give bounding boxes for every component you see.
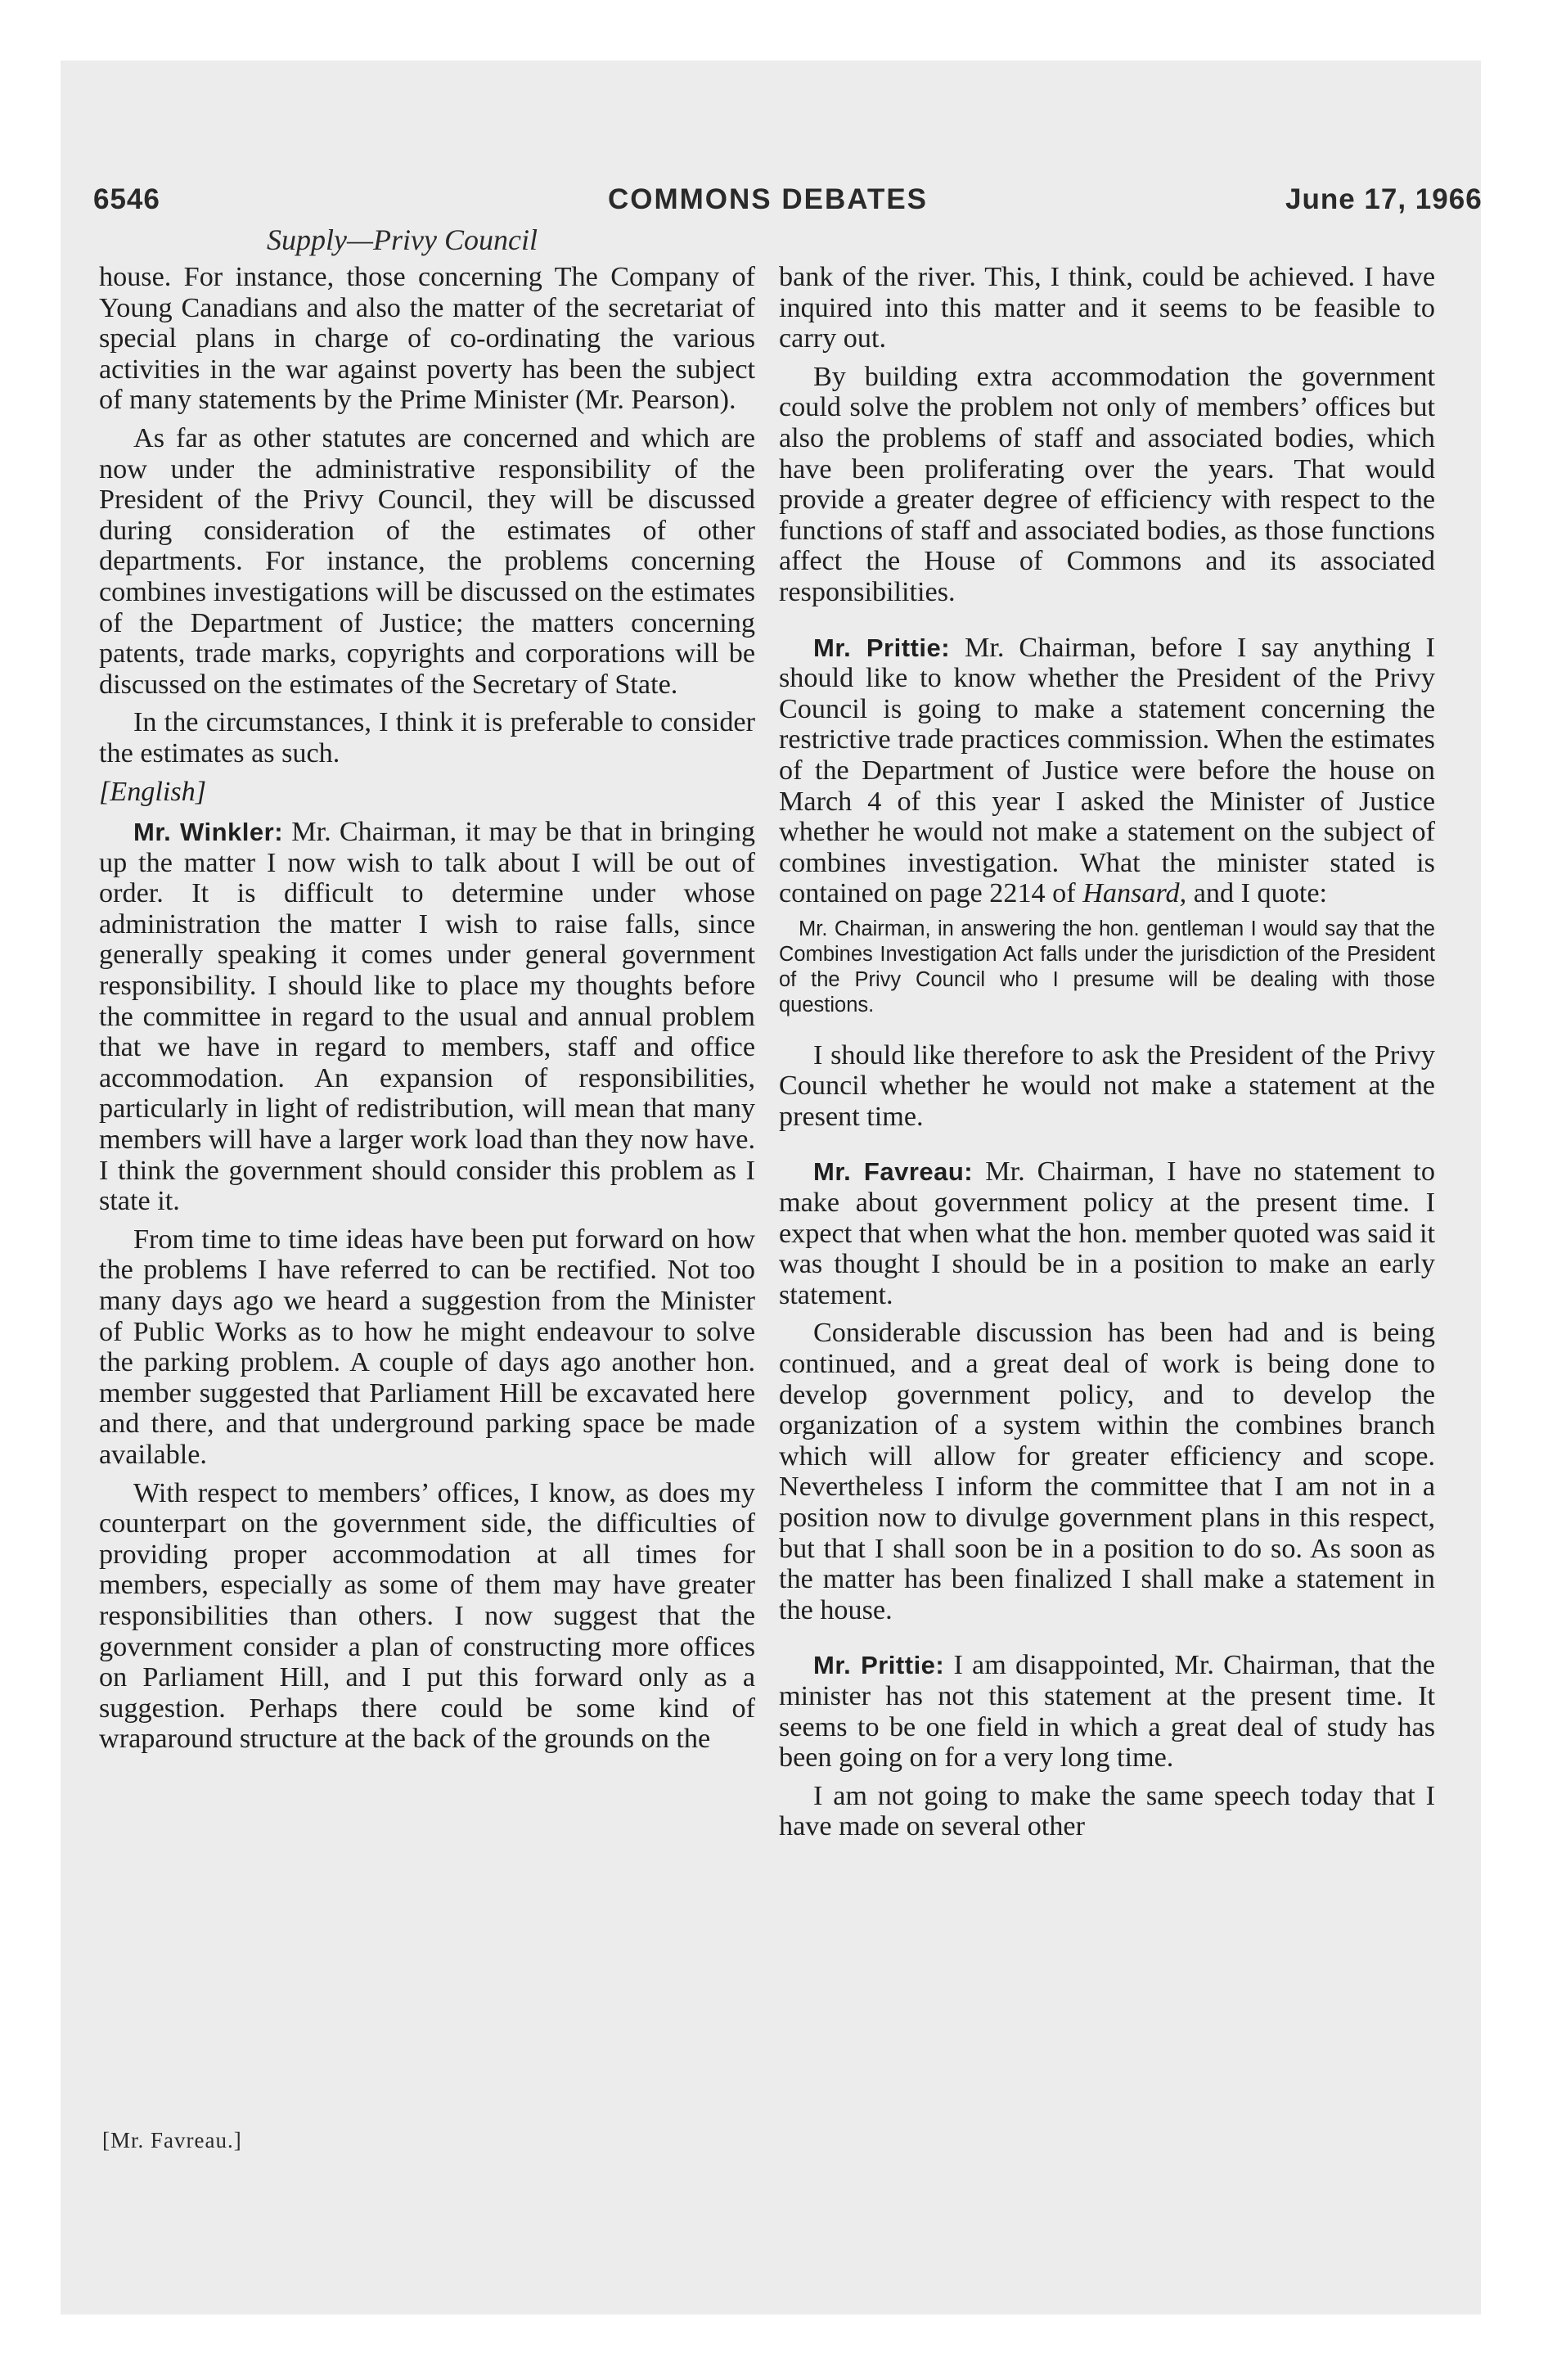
speech-text: Mr. Chairman, it may be that in bringing up the matter I now wish to talk about I will be out of order. It is difficult to determine under whose administration the matter I wish to raise falls, since generally speaking it comes under general government responsibility. I should like to place my thoughts before the committee in regard to the usual and annual problem that we have in regard to members, staff and office accommodation. An expansion of responsibilities, particularly in light of redistribution, will mean that many members will have a larger work load than they now have. I think the government should consider this problem as I state it. (99, 817, 756, 1217)
paragraph: With respect to members’ offices, I know, as does my counterpart on the government side, the difficulties of providing proper accommodation at all times for members, especially as some of them may have greater responsibilities than others. I now suggest that the government consider a plan of constructing more offices on Parliament Hill, and I put this forward only as a suggestion. Perhaps there could be some kind of wraparound structure at the back of the grounds on the (99, 1477, 755, 1755)
right-column (779, 262, 1435, 1850)
speaker-name: Mr. Prittie: (813, 633, 951, 662)
paragraph: As far as other statutes are concerned and which are now under the administrative responsibility of the President of the Privy Council, they will be discussed during consideration of the estimates of other departments. For instance, the problems concerning combines investigations will be discussed on the estimates of the Department of Justice; the matters concerning patents, trade marks, copyrights and corporations will be discussed on the estimates of the Secretary of State. (99, 422, 755, 700)
paragraph: By building extra accommodation the government could solve the problem not only of members’ offices but also the problems of staff and associated bodies, which have been proliferating over the years. That would provide a greater degree of efficiency with respect to the functions of staff and associated bodies, as those functions affect the House of Commons and its associated responsibilities. (779, 361, 1435, 607)
running-header (93, 183, 1484, 219)
speech-favreau (779, 1156, 1435, 1310)
publication-date: June 17, 1966 (1285, 183, 1483, 215)
speech-prittie-2 (779, 1650, 1435, 1773)
speaker-attribution: [Mr. Favreau.] (102, 2128, 242, 2152)
paragraph: house. For instance, those concerning The Company of Young Canadians and also the matter of the secretariat of special plans in charge of co-ordinating the various activities in the war against poverty has been the subject of many statements by the Prime Minister (Mr. Pearson). (99, 262, 755, 416)
paragraph: I am not going to make the same speech today that I have made on several other (779, 1780, 1435, 1842)
page-number: 6546 (93, 183, 160, 215)
quote-text: Mr. Chairman, in answering the hon. gentleman I would say that the Combines Investigation Act falls under the jurisdiction of the President of the Privy Council who I presume will be dealing with those questions. (779, 917, 1435, 1017)
block-quote (779, 917, 1435, 1019)
hansard-reference: Hansard, (1082, 878, 1187, 909)
speech-winkler (99, 817, 755, 1217)
paragraph: Considerable discussion has been had and is being continued, and a great deal of work is being done to develop government policy, and to develop the organization of a system within the combines branch which will allow for greater efficiency and scope. Nevertheless I inform the committee that I am not in a position now to divulge government plans in this respect, but that I shall soon be in a position to do so. As soon as the matter has been finalized I shall make a statement in the house. (779, 1318, 1435, 1625)
language-marker: [English] (99, 776, 207, 807)
paragraph: From time to time ideas have been put forward on how the problems I have referred to can be rectified. Not too many days ago we heard a suggestion from the Minister of Public Works as to how he might endeavour to solve the parking problem. A couple of days ago another hon. member suggested that Parliament Hill be excavated here and there, and that underground parking space be made available. (99, 1224, 755, 1470)
publication-title: COMMONS DEBATES (608, 183, 929, 215)
speech-text: I am disappointed, Mr. Chairman, that the minister has not this statement at the present time. It seems to be one field in which a great deal of study has been going on for a very long time. (779, 1650, 1435, 1774)
speech-prittie (779, 633, 1435, 909)
speaker-name: Mr. Winkler: (133, 818, 284, 847)
section-subheader: Supply—Privy Council (267, 223, 538, 256)
paragraph: In the circumstances, I think it is preferable to consider the estimates as such. (99, 707, 755, 769)
speaker-name: Mr. Prittie: (813, 1651, 945, 1680)
speech-text: Mr. Chairman, before I say anything I should like to know whether the President of the Privy Council is going to make a statement concerning the restrictive trade practices commission. When the estimates of the Department of Justice were before the house on March 4 of this year I asked the Minister of Justice whether he would not make a statement on the subject of combines investigation. What the minister stated is contained on page 2214 of (779, 632, 1435, 909)
speech-text: and I quote: (1186, 878, 1328, 909)
left-column (99, 262, 755, 1762)
paragraph: bank of the river. This, I think, could be achieved. I have inquired into this matter and it seems to be feasible to carry out. (779, 262, 1435, 354)
paragraph: I should like therefore to ask the President of the Privy Council whether he would not make a statement at the present time. (779, 1039, 1435, 1132)
speaker-name: Mr. Favreau: (813, 1157, 974, 1187)
speech-text: Mr. Chairman, I have no statement to make about government policy at the present time. I expect that when what the hon. member quoted was said it was thought I should be in a position to make an early statement. (779, 1156, 1436, 1310)
